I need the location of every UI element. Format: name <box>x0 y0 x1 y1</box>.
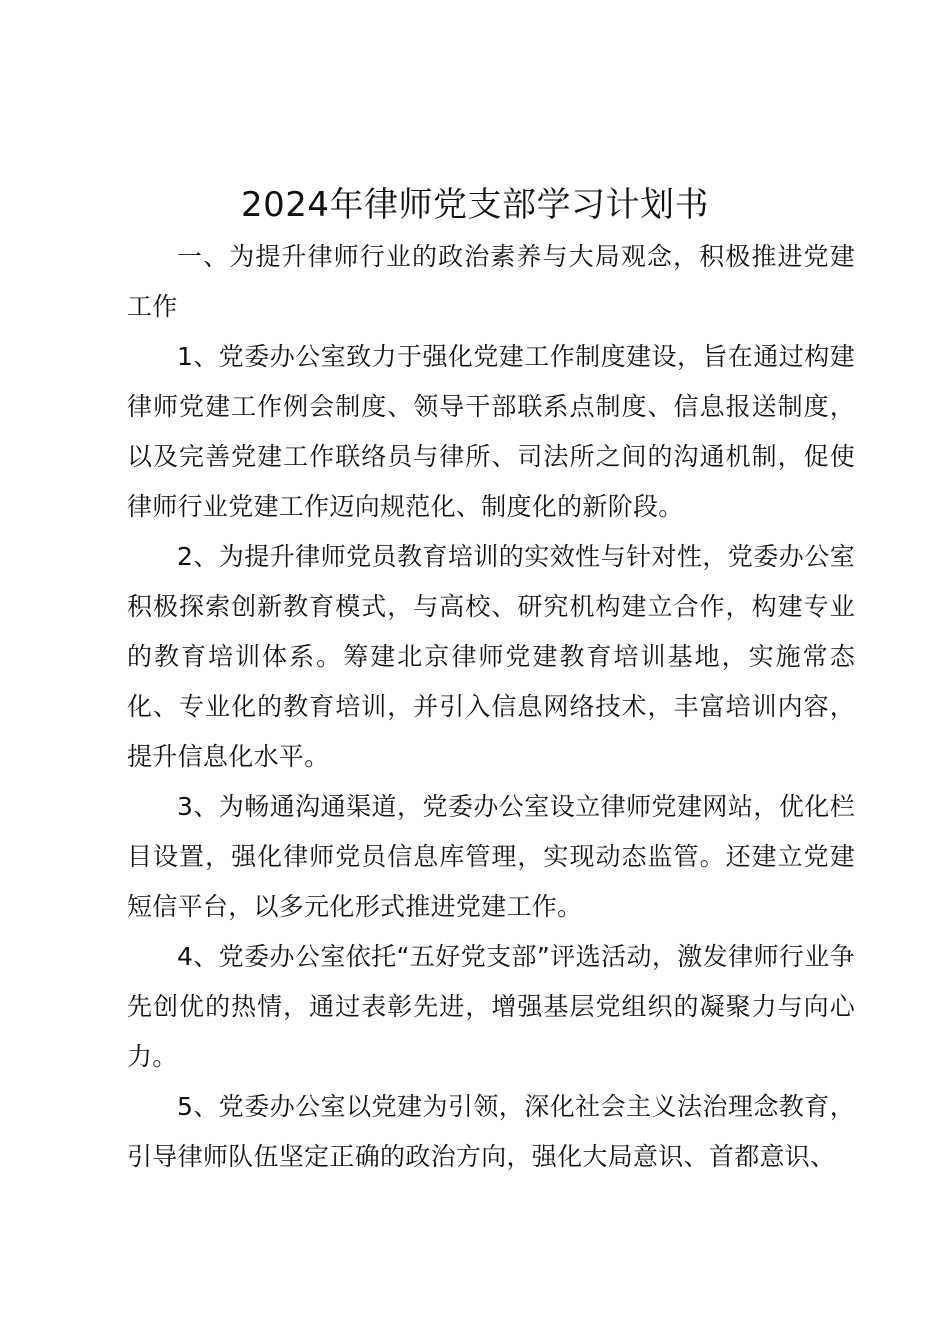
paragraph-item-4: 4、党委办公室依托“五好党支部”评选活动，激发律师行业争先创优的热情，通过表彰先进，增强基层党组织的凝聚力与向心力。 <box>127 942 855 1071</box>
document-title: 2024年律师党支部学习计划书 <box>240 185 710 225</box>
document-body <box>127 232 855 1182</box>
paragraph-item-2: 2、为提升律师党员教育培训的实效性与针对性，党委办公室积极探索创新教育模式，与高校、研究机构建立合作，构建专业的教育培训体系。筹建北京律师党建教育培训基地，实施常态化、专业化的教育培训，并引入信息网络技术，丰富培训内容，提升信息化水平。 <box>127 542 855 771</box>
paragraph-section-heading: 一、为提升律师行业的政治素养与大局观念，积极推进党建工作 <box>127 242 855 321</box>
paragraph-item-1: 1、党委办公室致力于强化党建工作制度建设，旨在通过构建律师党建工作例会制度、领导干部联系点制度、信息报送制度，以及完善党建工作联络员与律所、司法所之间的沟通机制，促使律师行业党建工作迈向规范化、制度化的新阶段。 <box>127 342 855 521</box>
paragraph-item-3: 3、为畅通沟通渠道，党委办公室设立律师党建网站，优化栏目设置，强化律师党员信息库管理，实现动态监管。还建立党建短信平台，以多元化形式推进党建工作。 <box>127 792 855 921</box>
paragraph-item-5: 5、党委办公室以党建为引领，深化社会主义法治理念教育，引导律师队伍坚定正确的政治方向，强化大局意识、首都意识、 <box>127 1092 855 1171</box>
